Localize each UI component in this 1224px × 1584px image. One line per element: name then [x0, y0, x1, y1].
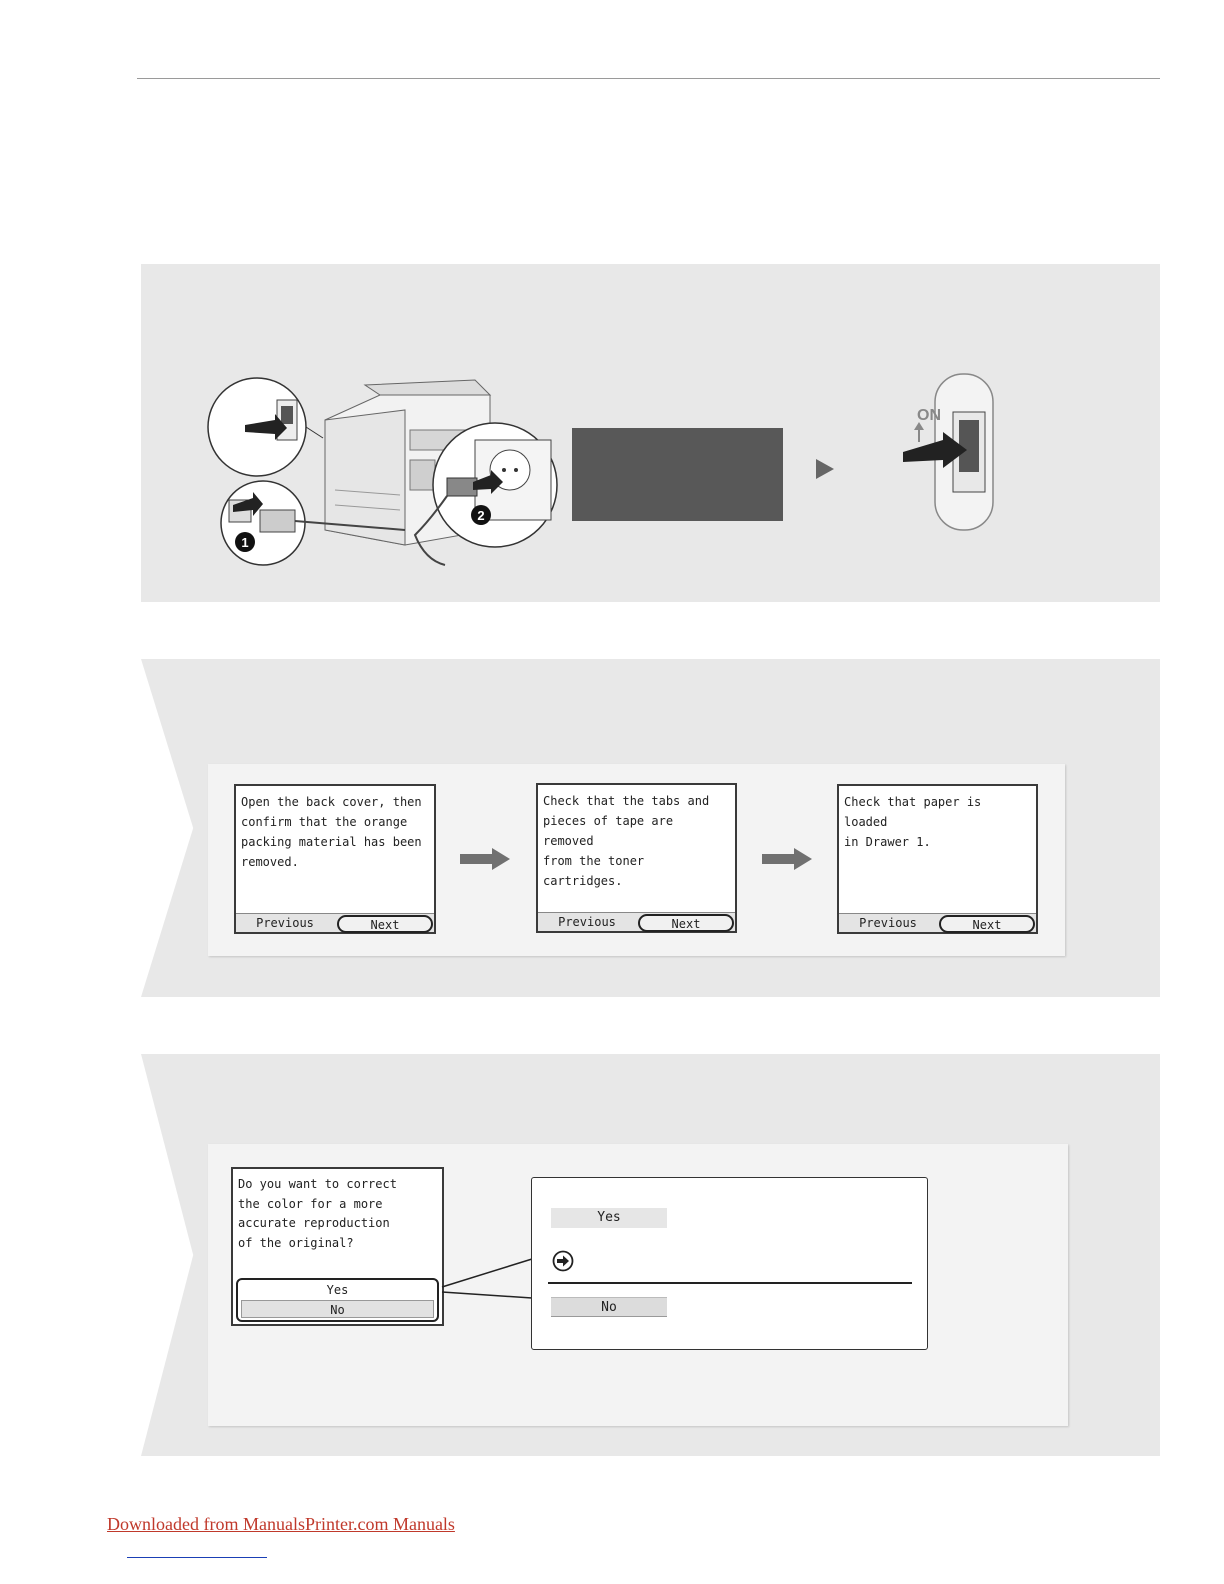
previous-button[interactable]: Previous [256, 916, 314, 930]
next-step-triangle-icon [816, 459, 834, 479]
arrow-right-icon [762, 848, 812, 870]
previous-button[interactable]: Previous [558, 915, 616, 929]
header-rule [137, 78, 1160, 79]
lcd-screen-color-correct [231, 1167, 444, 1326]
previous-button[interactable]: Previous [859, 916, 917, 930]
next-button[interactable]: Next [939, 915, 1035, 933]
yes-button[interactable]: Yes [326, 1283, 349, 1297]
power-switch-closeup [208, 378, 323, 476]
lcd-message: Open the back cover, then confirm that the orange packing material has been removed. [241, 795, 422, 869]
lcd-screen-toner-tabs [536, 783, 737, 933]
download-source-link[interactable]: Downloaded from ManualsPrinter.com Manuals [107, 1514, 455, 1534]
next-button[interactable]: Next [337, 915, 433, 933]
badge-2-label: 2 [477, 508, 485, 523]
lcd-screen-back-cover [234, 784, 436, 934]
badge-1-label: 1 [241, 535, 249, 550]
printer-power-illustration [205, 370, 565, 575]
lcd-message: Check that paper is loaded in Drawer 1. [844, 795, 982, 849]
lcd-message: Do you want to correct the color for a more accurate reproduction of the original? [238, 1177, 397, 1250]
lcd-screen-paper-loaded [837, 784, 1038, 934]
lcd-message: Check that the tabs and pieces of tape are removed from the toner cartridges. [543, 794, 710, 888]
callout-pointer-lines [440, 1255, 535, 1305]
callout-divider [548, 1282, 912, 1284]
callout-no-label: No [551, 1297, 667, 1317]
options-callout [531, 1177, 928, 1350]
footer-rule [127, 1557, 267, 1558]
arrow-right-icon [460, 848, 510, 870]
main-power-switch-illustration [895, 372, 1000, 534]
callout-yes-label: Yes [551, 1208, 667, 1228]
no-button[interactable]: No [241, 1300, 434, 1318]
display-placeholder [572, 428, 783, 521]
circled-arrow-icon [552, 1250, 574, 1272]
next-button[interactable]: Next [638, 914, 734, 932]
switch-on-label: ON [917, 407, 941, 424]
